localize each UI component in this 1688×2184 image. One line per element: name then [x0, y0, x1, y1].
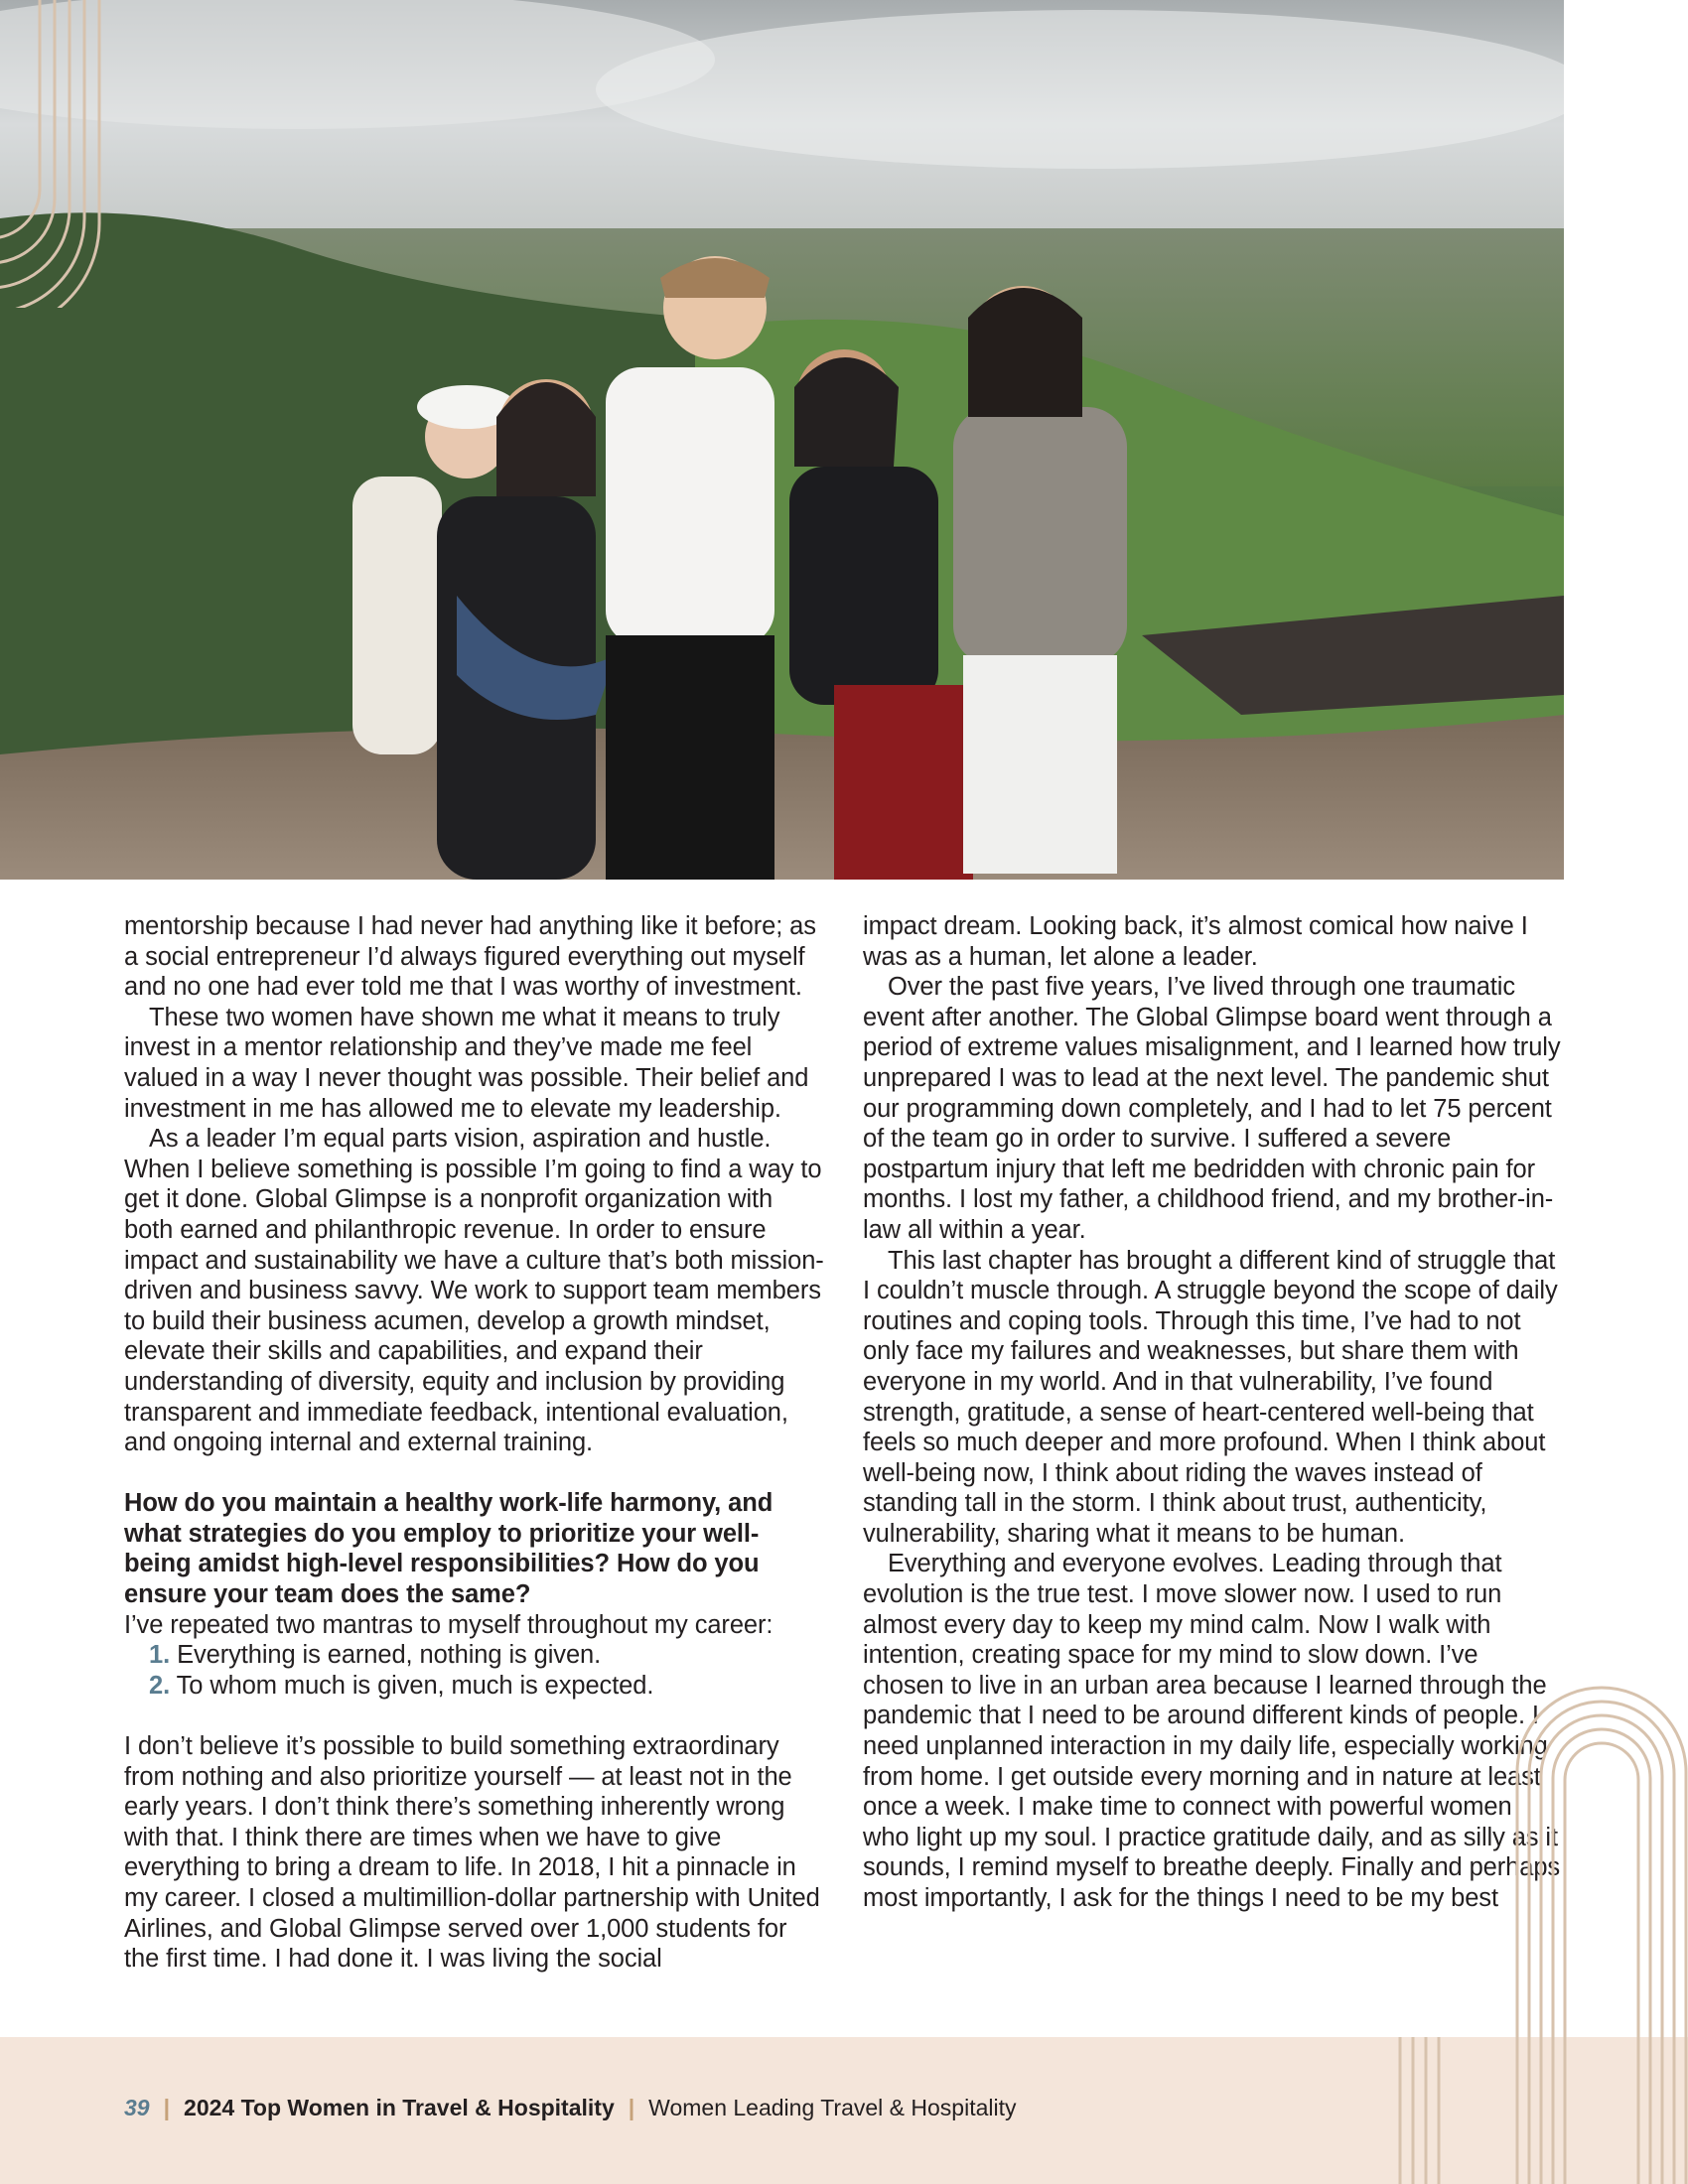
- footer-separator: |: [163, 2095, 171, 2120]
- list-number: 2.: [149, 1671, 171, 1700]
- section-title: Women Leading Travel & Hospitality: [648, 2095, 1017, 2120]
- list-number: 1.: [149, 1641, 171, 1670]
- paragraph: impact dream. Looking back, it’s almost comical how naive I was as a human, let alone a leader.: [863, 912, 1528, 971]
- paragraph: This last chapter has brought a different kind of struggle that I couldn’t muscle through. A struggle beyond the scope of daily routines and coping tools. Through this time, I’ve had to not only face my failures and weaknesses, but share them with everyone in my world. And in that vulnerability, I’ve found strength, gratitude, a sense of heart-centered well-being that feels so much deeper and more profound. When I think about well-being now, I think about riding the waves instead of standing tall in the storm. I think about trust, authenticity, vulnerability, sharing what it means to be human.: [863, 1246, 1558, 1548]
- hero-photo: [0, 0, 1564, 880]
- ground: [0, 715, 1564, 880]
- paragraph: mentorship because I had never had anything like it before; as a social entrepreneur I’d always figured everything out myself and no one had ever told me that I was worthy of investment.: [124, 912, 816, 1002]
- list-text: Everything is earned, nothing is given.: [177, 1641, 602, 1670]
- paragraph: I don’t believe it’s possible to build something extraordinary from nothing and also prioritize yourself — at least not in the early years. I don’t think there’s something inherently wrong with that. I think there are times when we have to give everything to bring a dream to life. In 2018, I hit a pinnacle in my career. I closed a multimillion-dollar partnership with United Airlines, and Global Glimpse served over 1,000 students for the first time. I had done it. I was living the social: [124, 1732, 820, 1974]
- publication-title: 2024 Top Women in Travel & Hospitality: [184, 2095, 615, 2120]
- paragraph: These two women have shown me what it means to truly invest in a mentor relationship and they’ve made me feel valued in a way I never thought was possible. Their belief and investment in me has allowed me to elevate my leadership.: [124, 1003, 809, 1123]
- right-text-column: [863, 911, 1563, 1914]
- paragraph: As a leader I’m equal parts vision, aspiration and hustle. When I believe something is possible I’m going to find a way to get it done. Global Glimpse is a nonprofit organization with both earned and philanthropic revenue. In order to ensure impact and sustainability we have a culture that’s both mission-driven and business savvy. We work to support team members to build their business acumen, develop a growth mindset, elevate their skills and capabilities, and expand their understanding of diversity, equity and inclusion by providing transparent and immediate feedback, intentional evaluation, and ongoing internal and external training.: [124, 1125, 824, 1457]
- footer-separator: |: [628, 2095, 635, 2120]
- list-item: [124, 1640, 824, 1671]
- interview-question: How do you maintain a healthy work-life harmony, and what strategies do you employ to prioritize your well-being amidst high-level responsibilities? How do you ensure your team does the same?: [124, 1489, 774, 1609]
- left-text-column: [124, 911, 824, 1975]
- page-number: 39: [124, 2095, 150, 2120]
- list-item: [124, 1671, 824, 1702]
- footer-text: [124, 2095, 1017, 2121]
- decorative-lines-footer: [1395, 2037, 1455, 2184]
- paragraph: Over the past five years, I’ve lived through one traumatic event after another. The Global Glimpse board went through a period of extreme values misalignment, and I learned how truly unprepared I was to lead at the next level. The pandemic shut our programming down completely, and I had to let 75 percent of the team go in order to survive. I suffered a severe postpartum injury that left me bedridden with chronic pain for months. I lost my father, a childhood friend, and my brother-in-law all within a year.: [863, 973, 1561, 1244]
- photo-illustration: [0, 0, 1564, 880]
- paragraph: Everything and everyone evolves. Leading through that evolution is the true test. I move slower now. I used to run almost every day to keep my mind calm. Now I walk with intention, creating space for my mind to slow down. I’ve chosen to live in an urban area because I learned through the pandemic that I need to be around different kinds of people. I need unplanned interaction in my daily life, especially working from home. I get outside every morning and in nature at least once a week. I make time to connect with powerful women who light up my soul. I practice gratitude daily, and as silly as it sounds, I remind myself to breathe deeply. Finally and perhaps most importantly, I ask for the things I need to be my best: [863, 1550, 1561, 1912]
- list-text: To whom much is given, much is expected.: [176, 1671, 654, 1700]
- decorative-arcs-top-left: [0, 0, 109, 308]
- decorative-arch-right: [1514, 1683, 1688, 2184]
- paragraph: I’ve repeated two mantras to myself throughout my career:: [124, 1610, 774, 1639]
